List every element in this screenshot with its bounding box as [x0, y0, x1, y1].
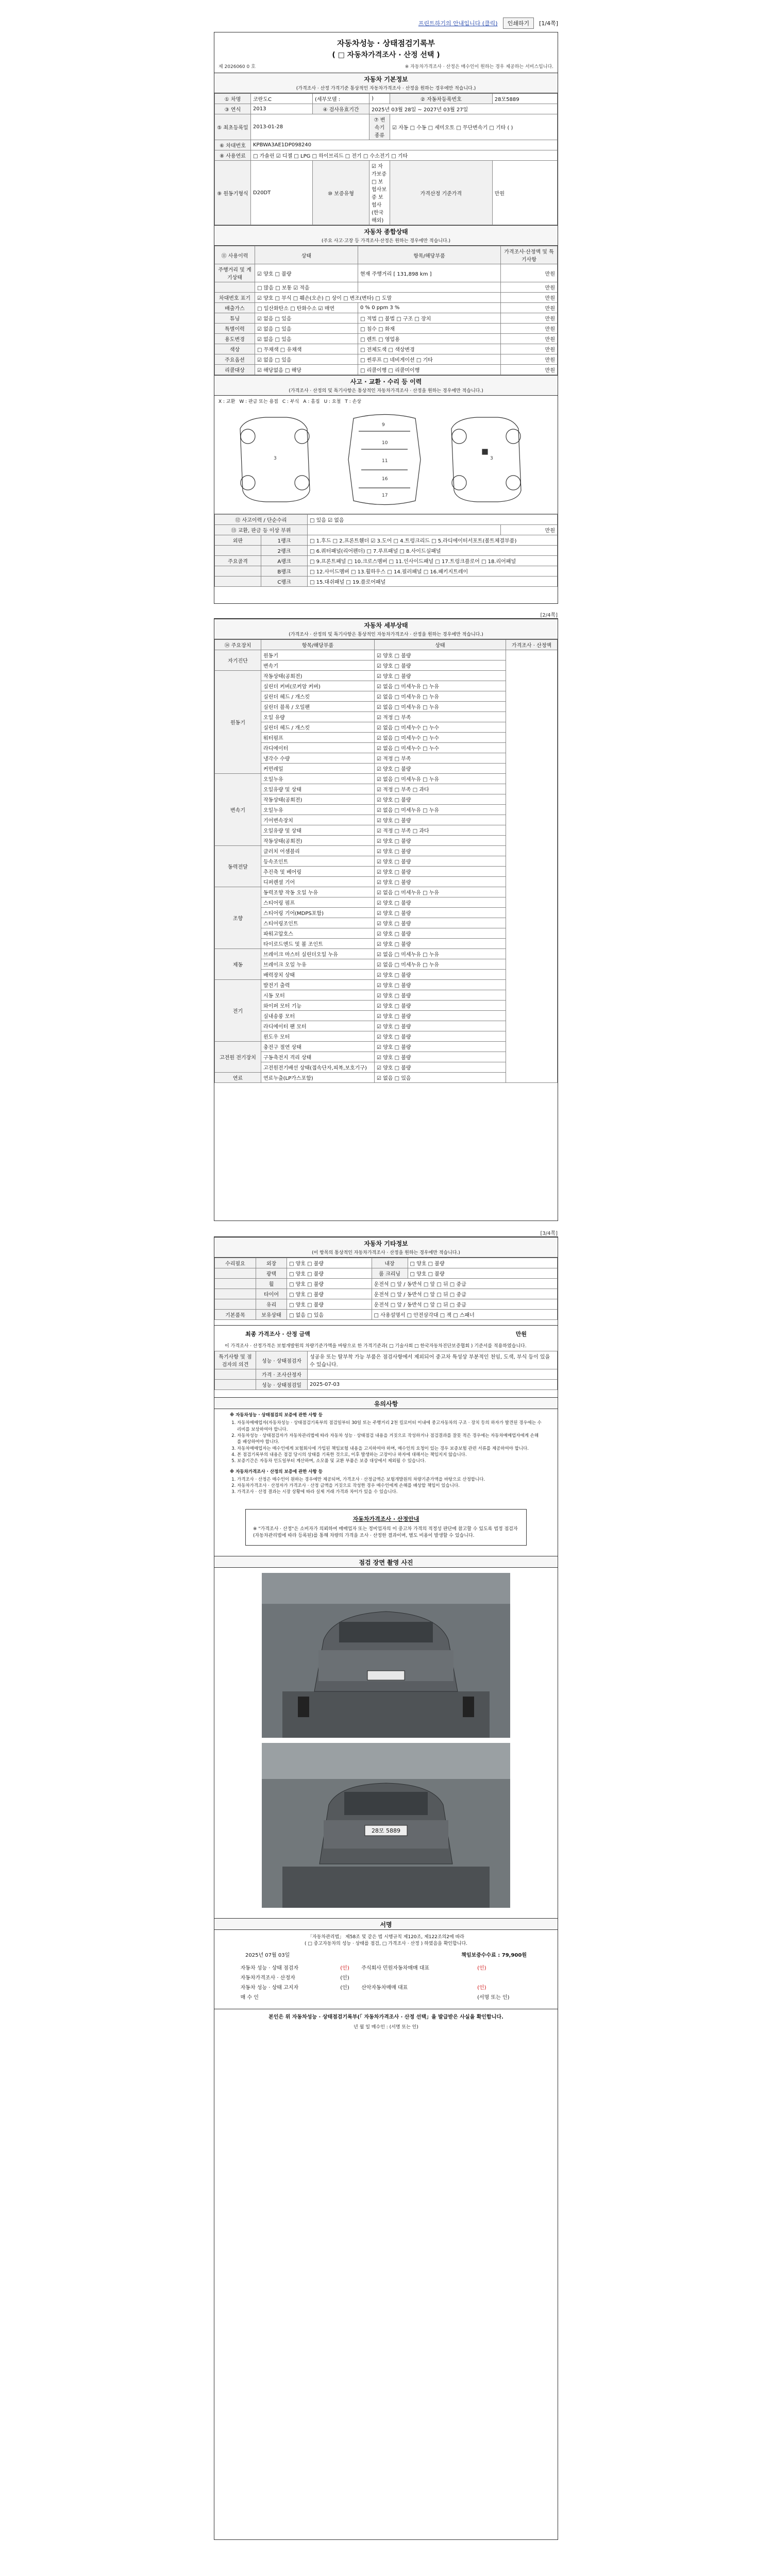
state-row-label: 리콜대상	[215, 365, 255, 375]
rank-2-items: □ 6.쿼터패널(리어펜더) □ 7.루프패널 □ 8.사이드실패널	[308, 546, 558, 556]
detail-item-state: ☑ 양호 □ 불량	[375, 764, 506, 774]
car-photo-front	[262, 1573, 510, 1738]
abnormal-parts-label: ⑬ 교환, 판금 등 이상 부위	[215, 525, 308, 535]
state-row-price: 만원	[501, 324, 558, 334]
state-row-item: □ 렌트 □ 영업용	[358, 334, 501, 344]
detail-head-state: 상태	[375, 640, 506, 650]
signer-seal: (인)	[340, 1975, 349, 1981]
other-item: 타이어	[256, 1289, 287, 1299]
damage-legend	[219, 398, 361, 404]
signer-label: 산악자동차매매 대표	[361, 1985, 408, 1991]
label-sub-model: (세부모델 :	[313, 94, 369, 104]
detail-item-state: ☑ 양호 □ 불량	[375, 1001, 506, 1011]
detail-item-state: ☑ 양호 □ 불량	[375, 1021, 506, 1031]
detail-item-state: ☑ 없음 □ 미세누수 □ 누수	[375, 722, 506, 733]
value-car-name: 코란도C	[251, 94, 313, 104]
state-row-price: 만원	[501, 282, 558, 293]
other-value: □ 양호 □ 불량	[287, 1289, 372, 1299]
accident-history-label: ⑫ 사고이력 / 단순수리	[215, 515, 308, 525]
car-outline-diagram	[225, 408, 548, 511]
state-row-item: □ 전체도색 □ 색상변경	[358, 344, 501, 354]
detail-item-label: 변속기	[261, 660, 375, 671]
license-plate: 28모 5889	[371, 1827, 401, 1834]
other-value: 운전석 □ 앞 / 동반석 □ 앞 □ 뒤 □ 중급	[372, 1289, 557, 1299]
state-row-value: ☑ 해당없음 □ 해당	[255, 365, 358, 375]
notice-item: 4. 본 점검기록부의 내용은 점검 당시의 상태를 기록한 것으로, 이후 발생하는 고장이나 하자에 대해서는 책임지지 않습니다.	[237, 1452, 542, 1458]
detail-item-label: 원동기	[261, 650, 375, 660]
other-value: □ 양호 □ 불량	[287, 1268, 372, 1279]
other-note: (이 항목의 통상적인 자동차가격조사 · 산정을 원하는 경우에만 적습니다.)	[214, 1248, 558, 1258]
valuation-sub-label: 성능 · 상태점검자	[256, 1351, 308, 1369]
detail-item-state: ☑ 양호 □ 불량	[375, 970, 506, 980]
detail-item-label: 냉각수 수량	[261, 753, 375, 764]
other-item: 유리	[256, 1299, 287, 1310]
notice-section	[214, 1409, 558, 1499]
notice-item: 3. 가격조사 · 산정 결과는 시장 상황에 따라 실제 거래 가격과 차이가 있을 수 있습니다.	[237, 1489, 542, 1495]
detail-item-label: 오일 유량	[261, 712, 375, 722]
state-row-item: □ 리콜이행 □ 리콜미이행	[358, 365, 501, 375]
value-warranty: ☑ 자가보증 □ 보험사보증 보험사(한국해외)	[369, 161, 390, 225]
detail-item-label: 오일유량 및 상태	[261, 825, 375, 836]
accident-title: 사고 · 교환 · 수리 등 이력	[214, 375, 558, 386]
inspection-photo-rear	[262, 1743, 510, 1908]
signer-seal: (인)	[477, 1965, 486, 1971]
state-row-label: 주요옵션	[215, 354, 255, 365]
detail-item-label: 실린더 블록 / 오일팬	[261, 702, 375, 712]
accident-history-value: □ 있음 ☑ 없음	[308, 515, 558, 525]
other-item: 내장	[372, 1258, 408, 1268]
rank-1-label: 1랭크	[261, 535, 308, 546]
detail-group-label: 제동	[215, 949, 261, 980]
detail-item-state: ☑ 적정 □ 부족	[375, 712, 506, 722]
notice-item: 3. 자동차매매업자는 매수인에게 보험회사에 가입된 책임보험 내용을 고지하여야 하며, 매수인의 요청이 있는 경우 보증보험 관련 서류를 제공하여야 합니다.	[237, 1446, 542, 1452]
detail-item-label: 스티어링 기어(MDPS포함)	[261, 908, 375, 918]
detail-item-state: ☑ 적정 □ 부족 □ 과다	[375, 825, 506, 836]
valuation-table	[214, 1351, 558, 1390]
value-reg-number: 28모5889	[492, 94, 557, 104]
notice-sub-2: ※ 자동차가격조사 · 산정의 보증에 관한 사항 등	[230, 1469, 323, 1475]
detail-item-label: 클러치 어셈블리	[261, 846, 375, 856]
state-row-price: 만원	[501, 365, 558, 375]
signature-law-2: ( □ 중고자동차의 성능 · 상태를 점검, □ 가격조사 · 산정 ) 하였음을 확인합니다.	[304, 1941, 468, 1946]
notice-item: 1. 가격조사 · 산정은 매수인이 원하는 경우에만 제공되며, 가격조사 · 산정금액은 보험개발원의 차량기준가액을 바탕으로 산정합니다.	[237, 1477, 542, 1483]
label-warranty: ⑩ 보증유형	[313, 161, 369, 225]
detail-item-state: ☑ 양호 □ 불량	[375, 867, 506, 877]
detail-item-state: ☑ 양호 □ 불량	[375, 1052, 506, 1062]
page-3	[214, 1231, 558, 2540]
state-row-label: 차대번호 표기	[215, 293, 255, 303]
doc-notice: ※ 자동차가격조사 · 산정은 매수인이 원하는 경우 제공하는 서비스입니다.	[405, 64, 553, 70]
state-row-value: □ 일산화탄소 □ 탄화수소 ☑ 매연	[255, 303, 358, 313]
other-value: □ 사용설명서 □ 안전삼각대 □ 잭 □ 스패너	[372, 1310, 557, 1320]
detail-item-state: ☑ 양호 □ 불량	[375, 794, 506, 805]
signer-label: 매 수 인	[240, 1994, 259, 2001]
other-value: □ 양호 □ 불량	[287, 1299, 372, 1310]
detail-head-price: 가격조사 · 산정액	[506, 640, 558, 650]
other-item: 보유상태	[256, 1310, 287, 1320]
detail-item-label: 파워고압호스	[261, 928, 375, 939]
detail-item-label: 시동 모터	[261, 990, 375, 1001]
other-group: 기본품목	[215, 1310, 256, 1320]
value-vin: KPBWA3AE1DP098240	[251, 140, 558, 150]
label-vin: ⑥ 차대번호	[215, 140, 251, 150]
photos-title: 점검 장면 촬영 사진	[214, 1556, 558, 1568]
detail-item-state: ☑ 없음 □ 미세누수 □ 누수	[375, 743, 506, 753]
rank-1-items: □ 1.후드 □ 2.프론트휀더 ☑ 3.도어 □ 4.트렁크리드 □ 5.라디에이터서포트(볼트체결부품)	[308, 535, 558, 546]
detail-item-label: 스티어링 펌프	[261, 897, 375, 908]
detail-item-state: ☑ 양호 □ 불량	[375, 836, 506, 846]
state-row-item: □ 썬루프 □ 네비게이션 □ 기타	[358, 354, 501, 365]
state-row-value: ☑ 양호 □ 부식 □ 훼손(오손) □ 상이 □ 변조(변타) □ 도말	[255, 293, 501, 303]
state-row-value: ☑ 없음 □ 있음	[255, 354, 358, 365]
detail-group-label: 연료	[215, 1073, 261, 1083]
svg-text:3: 3	[490, 456, 493, 461]
detail-item-label: 작동상태(공회전)	[261, 794, 375, 805]
state-head-usage: ⑪ 사용이력	[215, 246, 255, 264]
detail-item-state: ☑ 양호 □ 불량	[375, 671, 506, 681]
detail-item-state: ☑ 양호 □ 불량	[375, 856, 506, 867]
signer-label: 자동차 성능 · 상태 고지자	[240, 1985, 299, 1991]
label-transmission: ⑦ 변속기 종류	[369, 114, 390, 140]
detail-head-item: 항목/해당부품	[261, 640, 375, 650]
doc-number: 제 2026060 0 호	[219, 64, 256, 70]
detail-item-label: 작동상태(공회전)	[261, 836, 375, 846]
detail-item-state: ☑ 없음 □ 미세누유 □ 누유	[375, 774, 506, 784]
notice-item: 2. 자동차성능 · 상태점검자가 자동차관리법에 따라 자동차 성능 · 상태점검 내용을 거짓으로 작성하거나 점검결과를 잘못 적은 경우에는 자동차매매업자에게 손해를 배상하여야 합니다.	[237, 1433, 542, 1446]
detail-item-label: 등속조인트	[261, 856, 375, 867]
valuation-opinion: 성공유 또는 탈부착 가능 부품은 점검사항에서 제외되어 중고차 특성상 부분적인 천임, 도색, 부식 등이 있을 수 있습니다.	[308, 1351, 558, 1369]
detail-item-state: ☑ 양호 □ 불량	[375, 1011, 506, 1021]
detail-item-state: ☑ 없음 □ 미세누유 □ 누유	[375, 702, 506, 712]
state-head-price: 가격조사·산정액 및 특기사항	[501, 246, 558, 264]
detail-item-label: 추진축 및 베어링	[261, 867, 375, 877]
state-row-value: ☑ 없음 □ 있음	[255, 334, 358, 344]
detail-item-label: 발전기 출력	[261, 980, 375, 990]
legend-c: C : 부식	[282, 399, 299, 404]
state-row-item: □ 침수 □ 화재	[358, 324, 501, 334]
legend-u: U : 요철	[324, 399, 341, 404]
detail-item-state: ☑ 없음 □ 미세누유 □ 누유	[375, 805, 506, 815]
detail-item-state: ☑ 없음 □ 있음	[375, 1073, 506, 1083]
rank-b-label: B랭크	[261, 566, 308, 577]
signer-label: 자동차가격조사 · 산정자	[240, 1975, 295, 1981]
state-row-label: 특별이력	[215, 324, 255, 334]
signature-title: 서명	[214, 1918, 558, 1930]
detail-table	[214, 639, 558, 1083]
detail-item-state: ☑ 양호 □ 불량	[375, 939, 506, 949]
signature-law: 「자동차관리법」 제58조 및 같은 법 시행규칙 제120조, 제122조의2에 따라	[308, 1934, 464, 1940]
detail-item-label: 커먼레일	[261, 764, 375, 774]
rank-c-label: C랭크	[261, 577, 308, 587]
car-diagram	[214, 396, 558, 514]
other-value: □ 양호 □ 불량	[408, 1268, 557, 1279]
state-note: (주요 사고·고장 등 가격조사·산정은 원하는 경우에만 적습니다.)	[214, 236, 558, 246]
value-first-reg: 2013-01-28	[251, 114, 369, 140]
other-value: 운전석 □ 앞 / 동반석 □ 앞 □ 뒤 □ 중급	[372, 1279, 557, 1289]
state-row-price: 만원	[501, 293, 558, 303]
detail-item-label: 디퍼렌셜 기어	[261, 877, 375, 887]
detail-item-state: ☑ 없음 □ 미세누수 □ 누수	[375, 733, 506, 743]
notice-box-title: 자동차가격조사 · 산정안내	[352, 1515, 419, 1522]
signature-footer-2: 년 월 일 매수인 : (서명 또는 인)	[354, 2024, 418, 2030]
state-row-label: 용도변경	[215, 334, 255, 344]
abnormal-parts-price: 만원	[501, 525, 558, 535]
detail-row	[215, 650, 558, 660]
state-head-state: 상태	[255, 246, 358, 264]
detail-item-label: 스티어링조인트	[261, 918, 375, 928]
detail-item-state: ☑ 양호 □ 불량	[375, 918, 506, 928]
valuation-sub-label: 성능 · 상태점검일	[256, 1380, 308, 1390]
state-row-price: 만원	[501, 303, 558, 313]
detail-item-label: 윈도우 모터	[261, 1031, 375, 1042]
detail-item-state: ☑ 양호 □ 불량	[375, 980, 506, 990]
detail-item-state: ☑ 없음 □ 미세누유 □ 누유	[375, 949, 506, 959]
detail-item-label: 충전구 절연 상태	[261, 1042, 375, 1052]
other-item: 광택	[256, 1268, 287, 1279]
basic-info-note: (가격조사 · 산정 가격기준 통상적인 자동차가격조사 · 산정을 원하는 경우에만 적습니다.)	[214, 84, 558, 93]
detail-item-label: 배력장치 상태	[261, 970, 375, 980]
detail-group-label: 자기진단	[215, 650, 261, 671]
signer-seal: (인)	[340, 1985, 349, 1991]
signer-seal: (서명 또는 인)	[477, 1994, 510, 2001]
label-first-reg: ⑤ 최초등록일	[215, 114, 251, 140]
detail-item-label: 기어변속장치	[261, 815, 375, 825]
detail-group-label: 전기	[215, 980, 261, 1042]
detail-head-device: ⑭ 주요장치	[215, 640, 261, 650]
help-link[interactable]: 프린트하기의 안내입니다 (클릭)	[418, 20, 498, 27]
state-row-value: □ 무채색 □ 유채색	[255, 344, 358, 354]
detail-item-label: 오일유량 및 상태	[261, 784, 375, 794]
detail-item-label: 실내송풍 모터	[261, 1011, 375, 1021]
label-year: ③ 연식	[215, 104, 251, 114]
detail-item-state: ☑ 없음 □ 미세누유 □ 누유	[375, 959, 506, 970]
label-reg-number: ② 자동차등록번호	[390, 94, 493, 104]
other-item: 휠	[256, 1279, 287, 1289]
state-row-label: 주행거리 및 계기상태	[215, 264, 255, 282]
warranty-fee: 책임보증수수료 : 79,900원	[461, 1952, 527, 1958]
detail-note: (가격조사 · 산정의 및 특기사항은 통상적인 자동차가격조사 · 산정을 원하는 경우에만 적습니다.)	[214, 630, 558, 639]
other-value: 운전석 □ 앞 / 동반석 □ 앞 □ 뒤 □ 중급	[372, 1299, 557, 1310]
detail-group-label: 동력전달	[215, 846, 261, 887]
valuation-appraiser	[308, 1369, 558, 1380]
valuation-unit: 만원	[515, 1331, 527, 1337]
detail-item-state: ☑ 양호 □ 불량	[375, 897, 506, 908]
detail-item-state: ☑ 양호 □ 불량	[375, 846, 506, 856]
value-year: 2013	[251, 104, 313, 114]
legend-t: T : 손상	[345, 399, 361, 404]
detail-item-label: 와이퍼 모터 기능	[261, 1001, 375, 1011]
rank-a-label: A랭크	[261, 556, 308, 566]
svg-text:16: 16	[382, 477, 388, 482]
state-row-price: 만원	[501, 264, 558, 282]
label-engine: ⑨ 원동기형식	[215, 161, 251, 225]
detail-item-label: 타이로드엔드 및 볼 조인트	[261, 939, 375, 949]
detail-item-state: ☑ 양호 □ 불량	[375, 877, 506, 887]
toolbar	[214, 15, 558, 31]
value-fuel: □ 가솔린 ☑ 디젤 □ LPG □ 하이브리드 □ 전기 □ 수소전기 □ 기타	[251, 150, 558, 161]
label-fuel: ⑧ 사용연료	[215, 150, 251, 161]
detail-item-label: 동력조향 작동 오일 누유	[261, 887, 375, 897]
detail-item-state: ☑ 적정 □ 부족	[375, 753, 506, 764]
state-row-label: 배출가스	[215, 303, 255, 313]
state-row-item: □ 적법 □ 불법 □ 구조 □ 장치	[358, 313, 501, 324]
state-row-item	[358, 282, 501, 293]
notice-box-text: ※ "가격조사 · 산정"은 소비자가 의뢰하여 매매업자 또는 정비업자의 이 중고차 가격의 적정성 판단에 참고할 수 있도록 법정 점검자(자동차관리법에 따라 등록된)를 통해 차량의 가격을 조사 · 산정한 결과이며, 별도 비용이 발생할 수 있습니다.	[253, 1526, 518, 1539]
state-title: 자동차 종합상태	[214, 225, 558, 236]
print-button[interactable]: 인쇄하기	[503, 18, 534, 29]
detail-item-label: 작동상태(공회전)	[261, 671, 375, 681]
detail-item-state: ☑ 양호 □ 불량	[375, 990, 506, 1001]
other-value: □ 양호 □ 불량	[287, 1279, 372, 1289]
detail-item-label: 오일누유	[261, 805, 375, 815]
signer-label: 주식회사 민원자동차매매 대표	[361, 1965, 430, 1971]
basic-info-table	[214, 93, 558, 225]
detail-item-state: ☑ 양호 □ 불량	[375, 1042, 506, 1052]
detail-item-state: ☑ 양호 □ 불량	[375, 908, 506, 918]
other-title: 자동차 기타정보	[214, 1237, 558, 1248]
state-head-item: 항목/해당부품	[358, 246, 501, 264]
detail-item-label: 라디에이터 팬 모터	[261, 1021, 375, 1031]
state-row-value: ☑ 양호 □ 불량	[255, 264, 358, 282]
detail-item-state: ☑ 양호 □ 불량	[375, 660, 506, 671]
detail-item-state: ☑ 양호 □ 불량	[375, 928, 506, 939]
doc-subtitle: ( □ 자동차가격조사 · 산정 선택 )	[332, 51, 440, 59]
page-1	[214, 32, 558, 604]
rank-2-label: 2랭크	[261, 546, 308, 556]
signer-label: 자동차 성능 · 상태 점검자	[240, 1965, 299, 1971]
notice-sub-1: ※ 자동차성능 · 상태점검의 보증에 관한 사항 등	[230, 1413, 323, 1418]
state-row-item: 0 % 0 ppm 3 %	[358, 303, 501, 313]
svg-text:10: 10	[382, 440, 388, 446]
detail-item-state: ☑ 양호 □ 불량	[375, 1062, 506, 1073]
svg-text:3: 3	[274, 456, 277, 461]
signer-seal: (인)	[477, 1985, 486, 1991]
state-row-price: 만원	[501, 354, 558, 365]
accident-table: ⑫ 사고이력 / 단순수리 □ 있음 ☑ 없음 ⑬ 교환, 판금 등 이상 부위 만원 외판 1랭크 □ 1.후드 □ 2.프론트휀더 ☑ 3.도어 □ 4.트렁크리드 □ 5.라디에이터서포트(볼트체결부품) 2랭크 □ 6.쿼터패널(리어펜더) □ 7.루프패널 □ 8.사이드실패널 주요골격 A랭크 □ 9.프론트패널 □ 10.크로스멤버 □ 11.인사이드패널 □ 17.트렁크플로어 □ 18.리어패널 B랭크 □ 12.사이드멤버 □ 13.휠하우스 □ 14.필러패널 □ 16.패키지트레이 C랭크 □ 15.대쉬패널 □ 19.플로어패널	[214, 514, 558, 587]
value-sub-model: )	[369, 94, 390, 104]
svg-text:17: 17	[382, 493, 388, 498]
page-indicator: [1/4쪽]	[539, 20, 558, 27]
label-inspection-period: ④ 검사유효기간	[313, 104, 369, 114]
detail-item-state: ☑ 적정 □ 부족 □ 과다	[375, 784, 506, 794]
doc-title: 자동차성능 · 상태점검기록부	[337, 39, 435, 48]
state-row-item: 현재 주행거리 [ 131,898 km ]	[358, 264, 501, 282]
detail-item-state: ☑ 없음 □ 미세누유 □ 누유	[375, 887, 506, 897]
rank-a-items: □ 9.프론트패널 □ 10.크로스멤버 □ 11.인사이드패널 □ 17.트렁크플로어 □ 18.리어패널	[308, 556, 558, 566]
other-table	[214, 1258, 558, 1320]
detail-group-label: 변속기	[215, 774, 261, 846]
valuation-note: 이 가격조사 · 산정가격은 보험개발원의 차량기준가액을 바탕으로 한 가격기준과( □ 기술사회 □ 한국자동차진단보증협회 ) 기준서를 적용하였습니다.	[225, 1344, 527, 1349]
detail-item-label: 오일누유	[261, 774, 375, 784]
other-item: 외장	[256, 1258, 287, 1268]
detail-item-label: 고전원전기배선 상태(접속단자,피복,보호기구)	[261, 1062, 375, 1073]
value-transmission: ☑ 자동 □ 수동 □ 세미오토 □ 무단변속기 □ 기타 ( )	[390, 114, 558, 140]
value-base-price: 만원	[492, 161, 557, 225]
label-car-name: ① 차명	[215, 94, 251, 104]
other-item: 룸 크리닝	[372, 1268, 408, 1279]
other-value: □ 없음 □ 있음	[287, 1310, 372, 1320]
valuation-notice-box	[245, 1509, 527, 1546]
value-engine: D20DT	[251, 161, 313, 225]
detail-item-label: 라디에이터	[261, 743, 375, 753]
legend-w: W : 판금 또는 용접	[239, 399, 278, 404]
svg-text:9: 9	[382, 422, 385, 428]
svg-text:11: 11	[382, 459, 388, 464]
rank-b-items: □ 12.사이드멤버 □ 13.휠하우스 □ 14.필러패널 □ 16.패키지트레이	[308, 566, 558, 577]
signature-table	[239, 1962, 534, 2002]
notice-item: 2. 자동차가격조사 · 산정자가 가격조사 · 산정 금액을 거짓으로 작성한 경우 매수인에게 손해를 배상할 책임이 있습니다.	[237, 1483, 542, 1489]
inspection-photo-front	[262, 1573, 510, 1738]
other-value: □ 양호 □ 불량	[408, 1258, 557, 1268]
notice-item: 1. 자동차매매업자(자동차성능 · 상태점검기록부의 점검일부터 30일 또는 주행거리 2천 킬로미터 이내에 중고자동차의 구조 · 장치 등의 하자가 발견된 경우에는 수리비를 보상하여야 합니다.	[237, 1420, 542, 1433]
detail-item-state: ☑ 양호 □ 불량	[375, 650, 506, 660]
detail-price-column	[506, 650, 558, 1083]
detail-item-label: 워터펌프	[261, 733, 375, 743]
detail-item-label: 실린더 헤드 / 개스킷	[261, 722, 375, 733]
detail-item-label: 연료누출(LP가스포함)	[261, 1073, 375, 1083]
detail-item-label: 실린더 헤드 / 개스킷	[261, 691, 375, 702]
state-row-price: 만원	[501, 313, 558, 324]
basic-info-title: 자동차 기본정보	[214, 73, 558, 84]
legend-x: X : 교환	[219, 399, 236, 404]
detail-title: 자동차 세부상태	[214, 619, 558, 630]
state-row-value: ☑ 없음 □ 있음	[255, 313, 358, 324]
detail-item-label: 브레이크 마스터 실린더오일 누유	[261, 949, 375, 959]
signature-date: 2025년 07월 03일	[245, 1952, 290, 1958]
car-photo-rear	[262, 1743, 510, 1908]
legend-a: A : 흠집	[303, 399, 320, 404]
detail-group-label: 조향	[215, 887, 261, 949]
state-row-label: 색상	[215, 344, 255, 354]
state-row-value: ☑ 없음 □ 있음	[255, 324, 358, 334]
page-2	[214, 613, 558, 1221]
detail-item-state: ☑ 양호 □ 불량	[375, 815, 506, 825]
detail-group-label: 고전원 전기장치	[215, 1042, 261, 1073]
page-3-number: [3/4쪽]	[540, 1231, 558, 1236]
state-row-price: 만원	[501, 334, 558, 344]
value-inspection-period: 2025년 03월 28일 ~ 2027년 03월 27일	[369, 104, 558, 114]
detail-item-label: 브레이크 오일 누유	[261, 959, 375, 970]
accident-note: (가격조사 · 산정의 및 특기사항은 통상적인 자동차가격조사 · 산정을 원하는 경우에만 적습니다.)	[214, 386, 558, 396]
signature-footer: 본인은 위 자동차성능 · 상태점검기록부(「 자동차가격조사 · 산정 선택」을 발급받은 사실을 확인합니다.	[214, 2009, 558, 2023]
label-base-price: 가격산정 기준가격	[390, 161, 493, 225]
state-row-value: □ 많음 □ 보통 ☑ 적음	[255, 282, 358, 293]
notice-title: 유의사항	[214, 1397, 558, 1409]
rank-c-items: □ 15.대쉬패널 □ 19.플로어패널	[308, 577, 558, 587]
other-group: 수리필요	[215, 1258, 256, 1268]
detail-item-state: ☑ 없음 □ 미세누유 □ 누유	[375, 691, 506, 702]
detail-item-state: ☑ 없음 □ 미세누유 □ 누유	[375, 681, 506, 691]
other-value: □ 양호 □ 불량	[287, 1258, 372, 1268]
state-row-label: 튜닝	[215, 313, 255, 324]
valuation-label: 특기사항 및 점검자의 의견	[215, 1351, 256, 1369]
detail-item-label: 구동축전지 격리 상태	[261, 1052, 375, 1062]
page-2-number: [2/4쪽]	[540, 613, 558, 618]
detail-group-label: 원동기	[215, 671, 261, 774]
state-row-price: 만원	[501, 344, 558, 354]
state-row-label	[215, 282, 255, 293]
detail-item-state: ☑ 양호 □ 불량	[375, 1031, 506, 1042]
valuation-date: 2025-07-03	[308, 1380, 558, 1390]
valuation-title: 최종 가격조사 · 산정 금액	[245, 1331, 310, 1337]
valuation-sub-label: 가격 · 조사산정자	[256, 1369, 308, 1380]
state-table	[214, 246, 558, 375]
notice-item: 5. 보증기간은 자동차 인도일부터 계산하며, 소모품 및 교환 부품은 보증 대상에서 제외될 수 있습니다.	[237, 1458, 542, 1464]
detail-item-label: 실린더 커버(로커암 커버)	[261, 681, 375, 691]
signer-seal: (인)	[340, 1965, 349, 1971]
